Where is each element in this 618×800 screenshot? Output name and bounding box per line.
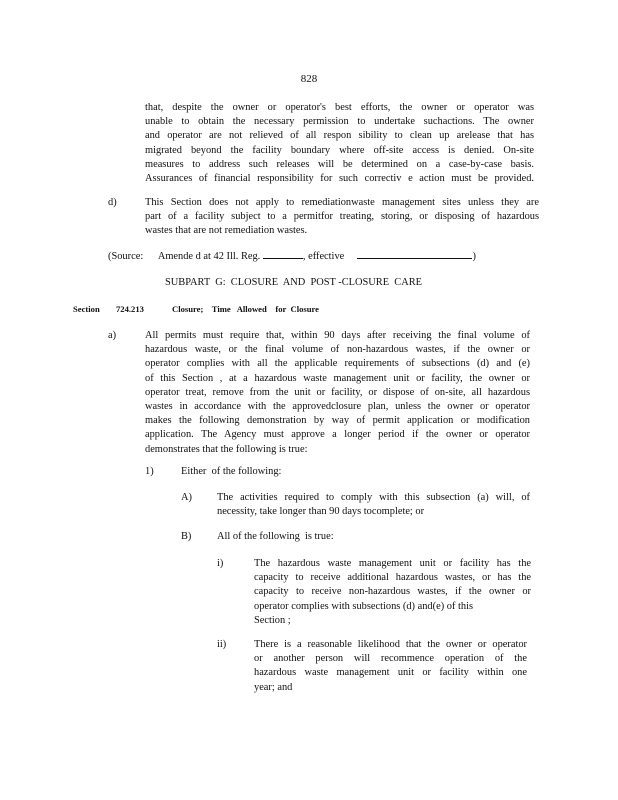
text-line: Assurances of financial responsibility for such correctiv e action must be provided. <box>145 173 534 185</box>
text-line: of this Section , at a hazardous waste management unit or facility, the owner or <box>145 372 530 384</box>
text-line: Section ; <box>254 614 291 626</box>
text-line: This Section does not apply to remediationwaste management sites unless they are <box>145 197 539 208</box>
text-line: makes the following demonstration by way of permit application or modification <box>145 415 530 427</box>
item-a-paragraph <box>145 329 530 457</box>
text-line: There is a reasonable likelihood that the owner or operator <box>254 639 527 650</box>
item-B-label: B) <box>181 531 192 542</box>
text-line: operator treat, remove from the unit or facility, or dispose of on-site, all hazardous <box>145 386 530 398</box>
text-line: hazardous waste, or the final volume of non-hazardous wastes, if the owner or <box>145 344 530 356</box>
section-title: Closure; Time Allowed for Closure <box>172 304 319 314</box>
page-number: 828 <box>300 73 318 85</box>
item-i-paragraph <box>254 557 531 628</box>
item-A-paragraph <box>217 491 530 519</box>
source-effective: , effective <box>302 251 345 262</box>
text-line: necessity, take longer than 90 days tocomplete; or <box>217 506 425 518</box>
item-1-text: Either of the following: <box>181 466 282 477</box>
item-ii-label: ii) <box>217 639 227 650</box>
text-line: and operator are not relieved of all respon sibility to clean up arelease that has <box>145 130 534 142</box>
text-line: capacity to receive additional hazardous wastes, or has the <box>254 572 531 584</box>
item-d-paragraph <box>145 196 539 239</box>
source-closing: ) <box>472 251 476 262</box>
item-a-label: a) <box>108 330 117 341</box>
text-line: The hazardous waste management unit or facility has the <box>254 558 531 569</box>
text-line: application. The Agency must approve a longer period if the owner or operator <box>145 429 530 441</box>
register-blank <box>263 257 303 259</box>
text-line: migrated beyond the facility boundary where off-site access is denied. On-site <box>145 144 534 156</box>
text-line: wastes in accordance with the approvedclosure plan, unless the owner or operator <box>145 401 530 413</box>
text-line: part of a facility subject to a permitfor treating, storing, or disposing of hazardous <box>145 211 539 223</box>
text-line: All permits must require that, within 90 days after receiving the final volume of <box>145 330 530 341</box>
text-line: unable to obtain the necessary permission to undertake suchactions. The owner <box>145 116 534 128</box>
text-line: operator complies with subsections (d) and(e) of this <box>254 600 474 612</box>
text-line: that, despite the owner or operator's best efforts, the owner or operator was <box>145 102 534 113</box>
text-line: hazardous waste management unit or facility within one <box>254 667 527 679</box>
text-line: year; and <box>254 681 293 693</box>
text-line: wastes that are not remediation wastes. <box>145 225 308 237</box>
source-amended: Amende d at 42 Ill. Reg. <box>157 251 261 262</box>
item-i-label: i) <box>217 558 224 569</box>
text-line: or another person will recommence operation of the <box>254 653 527 665</box>
text-line: The activities required to comply with this subsection (a) will, of <box>217 492 530 503</box>
source-note <box>108 250 476 264</box>
subpart-heading: SUBPART G: CLOSURE AND POST -CLOSURE CARE <box>165 277 422 288</box>
source-prefix: (Source: <box>108 251 144 262</box>
text-line: demonstrates that the following is true: <box>145 443 308 455</box>
item-1-label: 1) <box>145 466 154 477</box>
text-line: capacity to receive non-hazardous wastes, if the owner or <box>254 586 531 598</box>
continuation-paragraph <box>145 101 534 186</box>
item-d-label: d) <box>108 197 117 208</box>
item-ii-paragraph <box>254 638 527 695</box>
text-line: measures to address such releases will be determined on a case-by-case basis. <box>145 158 534 170</box>
item-A-label: A) <box>181 492 192 503</box>
effective-date-blank <box>357 257 472 259</box>
text-line: operator complies with all the applicable requirements of subsections (d) and (e) <box>145 358 530 370</box>
section-label: Section <box>73 304 100 314</box>
section-number: 724.213 <box>116 304 144 314</box>
item-B-text: All of the following is true: <box>217 531 334 542</box>
